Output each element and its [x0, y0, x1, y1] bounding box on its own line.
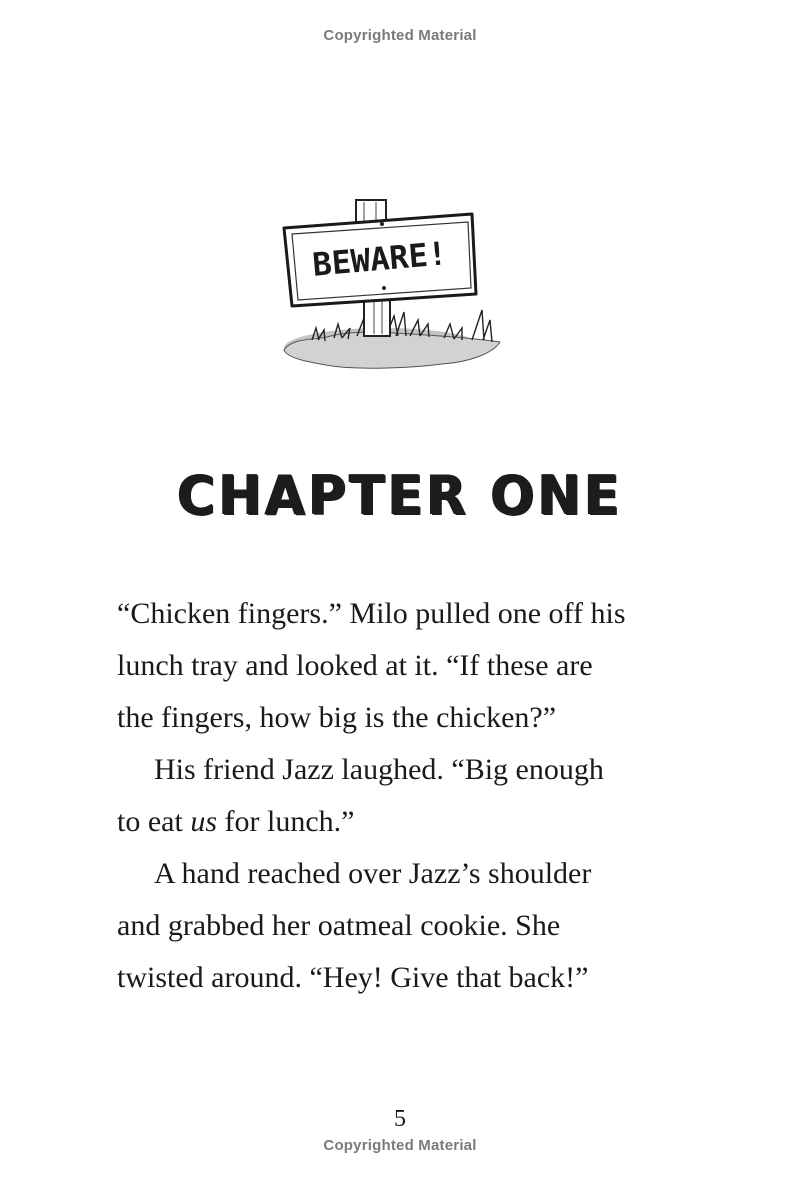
- body-line-8: twisted around. “Hey! Give that back!”: [117, 961, 589, 994]
- chapter-title: CHAPTER ONE: [177, 464, 623, 528]
- body-line-6: A hand reached over Jazz’s shoulder: [154, 857, 592, 890]
- copyright-footer: Copyrighted Material: [323, 1137, 477, 1154]
- body-line-5-after: for lunch.”: [217, 805, 355, 838]
- copyright-header: Copyrighted Material: [323, 27, 477, 44]
- sign-nail-bottom: [382, 286, 386, 290]
- beware-sign-illustration: [272, 190, 522, 385]
- body-line-4: His friend Jazz laughed. “Big enough: [154, 753, 604, 786]
- page-number: 5: [394, 1106, 406, 1132]
- body-line-1: “Chicken fingers.” Milo pulled one off his: [117, 597, 626, 630]
- body-line-5-before: to eat: [117, 805, 191, 838]
- sign-text: BEWARE!: [310, 234, 449, 284]
- body-line-7: and grabbed her oatmeal cookie. She: [117, 909, 561, 942]
- sign-nail-top: [380, 222, 384, 226]
- chapter-body-text: [117, 588, 697, 1004]
- body-line-2: lunch tray and looked at it. “If these are: [117, 649, 593, 682]
- body-line-5: [117, 796, 697, 848]
- body-line-3: the fingers, how big is the chicken?”: [117, 701, 557, 734]
- body-line-5-emphasis: us: [190, 805, 217, 838]
